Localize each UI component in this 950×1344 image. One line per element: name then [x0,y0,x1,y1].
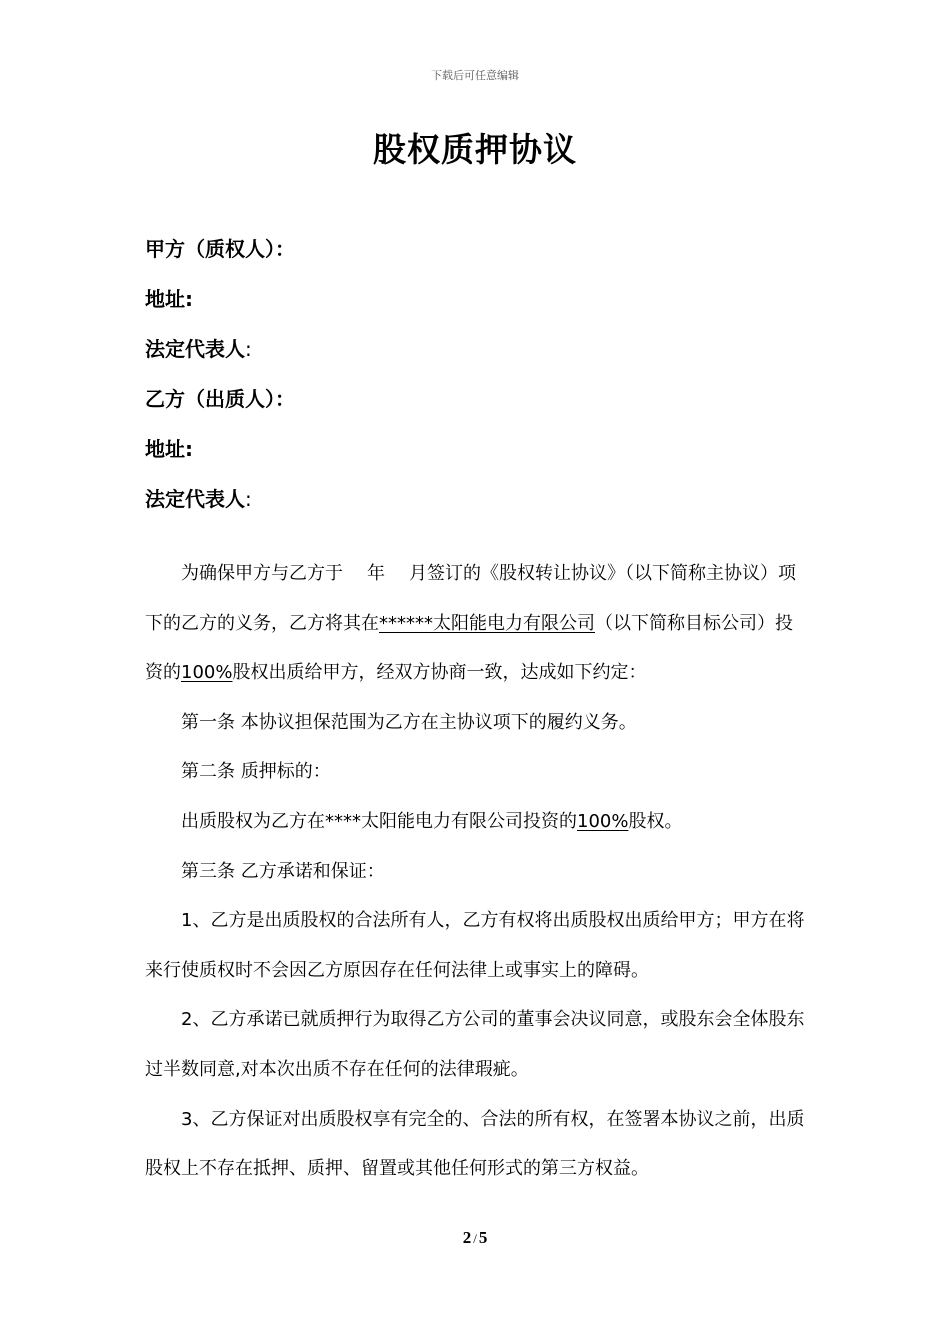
intro-text-2: 月签订的《股权转让协议》（以下简称主协议）项下的乙方的义务，乙方将其在 [145,563,796,634]
legal-rep-b-line [145,484,252,514]
document-title: 股权质押协议 [373,130,577,169]
article-2: 第二条 质押标的： [181,761,331,783]
pledge-percent: 100% [577,810,629,832]
party-a-colon: ： [275,237,295,261]
header-note: 下载后可任意编辑 [431,69,519,82]
agreement-body [145,549,810,1194]
party-b-line [145,384,295,414]
page-separator: / [473,1231,477,1246]
legal-rep-a-label: 法定代表人 [145,337,245,361]
party-a-line [145,234,295,264]
address-b-line [145,434,193,464]
page-number [0,1228,950,1248]
intro-text-1: 为确保甲方与乙方于 [181,563,343,584]
address-b-label: 地址 [145,437,185,461]
legal-rep-a-line [145,334,252,364]
party-b-label: 乙方（出质人） [145,387,275,411]
address-a-colon: : [185,287,193,311]
intro-text-3: （以下简称目标公司）投资的 [145,612,793,684]
address-b-colon: : [185,437,193,461]
intro-year: 年 [367,563,385,584]
pledge-text-2: 股权。 [628,810,683,832]
legal-rep-b-label: 法定代表人 [145,487,245,511]
warranty-item-3: 3、乙方保证对出质股权享有完全的、合法的所有权，在签署本协议之前，出质股权上不存在抵押、质押、留置或其他任何形式的第三方权益。 [145,1108,805,1180]
warranty-item-2: 2、乙方承诺已就质押行为取得乙方公司的董事会决议同意，或股东会全体股东过半数同意,对本次出质不存在任何的法律瑕疵。 [145,1009,805,1080]
address-a-label: 地址 [145,287,185,311]
party-b-colon: ： [275,387,295,411]
article-3: 第三条 乙方承诺和保证： [181,860,385,882]
address-a-line [145,284,193,314]
legal-rep-a-colon: : [245,337,252,361]
intro-percent: 100% [181,662,233,684]
party-a-label: 甲方（质权人） [145,237,275,261]
page-current: 2 [462,1228,472,1247]
pledge-subject [145,797,810,847]
pledge-text-1: 出质股权为乙方在****太阳能电力有限公司投资的 [181,810,577,832]
intro-paragraph [145,549,810,698]
article-1: 第一条 本协议担保范围为乙方在主协议项下的履约义务。 [181,711,637,733]
legal-rep-b-colon: : [245,487,252,511]
target-company-name: ******太阳能电力有限公司 [379,612,595,634]
warranty-item-1: 1、乙方是出质股权的合法所有人，乙方有权将出质股权出质给甲方；甲方在将来行使质权时不会因乙方原因存在任何法律上或事实上的障碍。 [145,910,805,981]
page-total: 5 [478,1228,488,1247]
intro-text-4: 股权出质给甲方，经双方协商一致，达成如下约定： [232,662,647,684]
